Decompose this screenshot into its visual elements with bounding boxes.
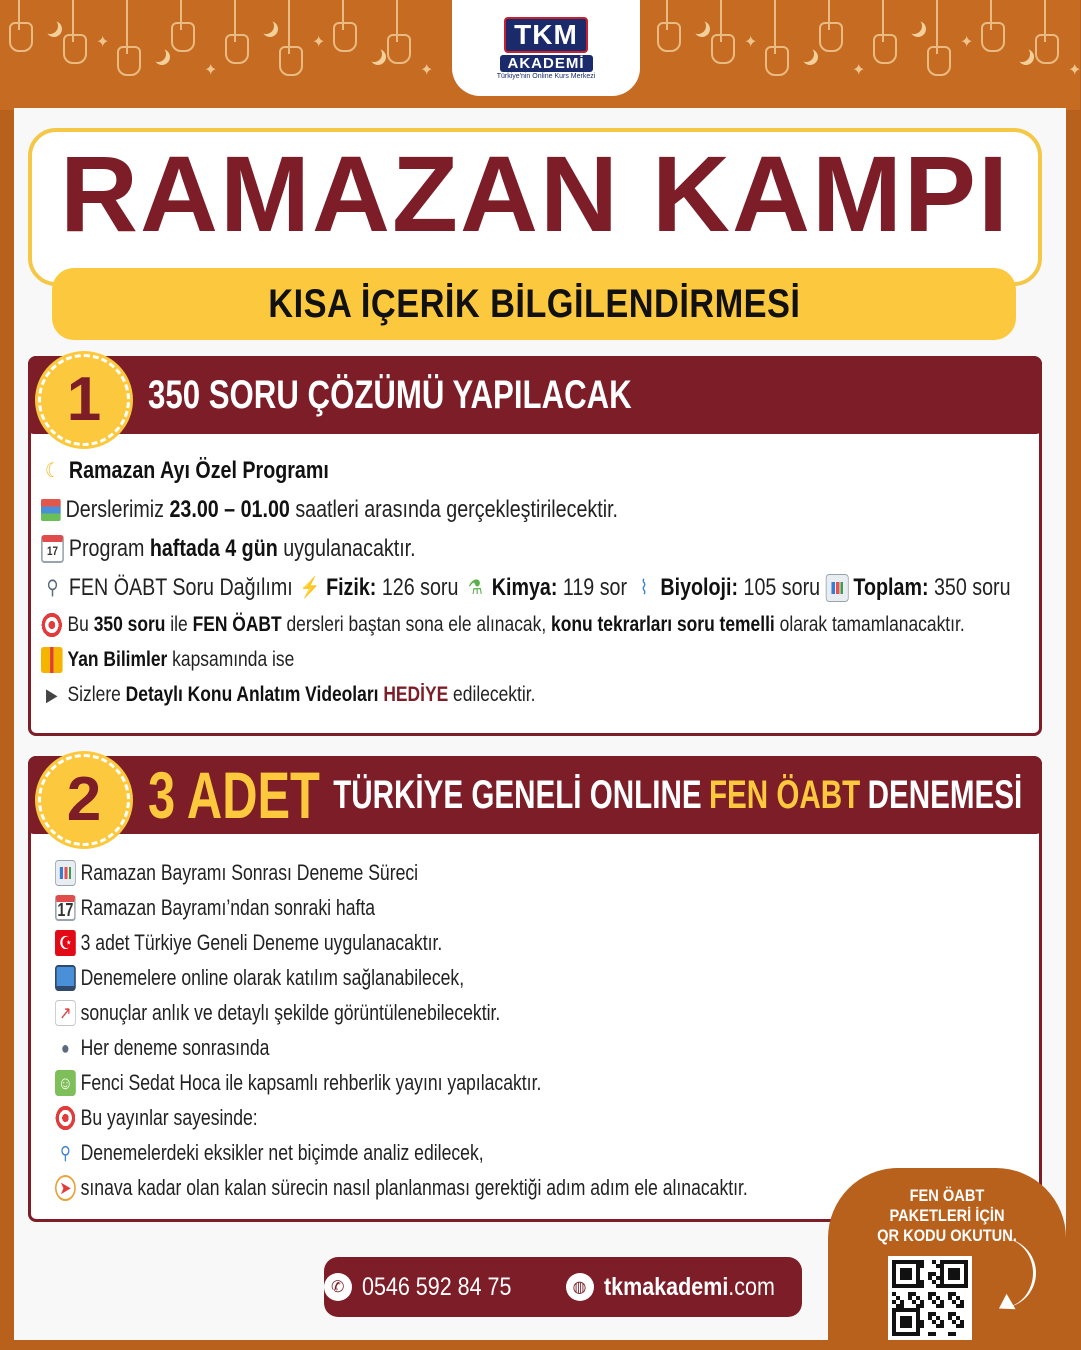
books-icon	[41, 499, 61, 521]
curved-arrow-icon	[996, 1238, 1036, 1308]
info-text: Denemelere online olarak katılım sağlanabilecek,	[80, 964, 465, 990]
target-icon	[41, 612, 63, 638]
bolt-icon: ⚡	[299, 576, 320, 599]
logo-tagline: Türkiye'nin Online Kurs Merkezi	[496, 72, 596, 80]
phone-number: 0546 592 84 75	[361, 1272, 512, 1301]
info-text: sınava kadar olan kalan sürecin nasıl planlanması gerektiği adım adım ele alınacaktır.	[80, 1174, 748, 1200]
info-bold-text: 23.00 – 01.00	[169, 495, 290, 523]
lantern-ornament	[396, 0, 398, 42]
star-ornament: ✦	[204, 62, 218, 79]
info-text: uygulanacaktır.	[277, 534, 416, 562]
subtitle-pill	[52, 268, 1016, 340]
lantern-ornament	[288, 0, 290, 54]
star-ornament: ✦	[960, 34, 974, 51]
qr-badge	[828, 1168, 1066, 1350]
info-text: Ramazan Bayramı Sonrası Deneme Süreci	[80, 859, 419, 885]
info-line	[41, 568, 1011, 607]
website-text	[604, 1273, 775, 1302]
lantern-ornament	[666, 0, 668, 30]
info-line	[41, 677, 861, 712]
info-line	[55, 890, 834, 925]
contact-bar	[324, 1257, 802, 1317]
lantern-ornament	[72, 0, 74, 42]
website-tld: .com	[727, 1272, 775, 1301]
moon-ornament	[150, 46, 166, 62]
qr-pattern	[892, 1260, 968, 1336]
lantern-ornament	[1044, 0, 1046, 42]
moon-ornament	[258, 18, 274, 34]
info-text: edilecektir.	[448, 682, 536, 706]
website-link[interactable]	[566, 1273, 803, 1302]
lantern-ornament	[18, 0, 20, 30]
info-text: FEN ÖABT Soru Dağılımı	[68, 573, 299, 601]
info-text: Her deneme sonrasında	[80, 1034, 270, 1060]
gift-icon	[41, 647, 63, 673]
calendar-icon: 17	[55, 895, 76, 921]
website-bold: tkmakademi	[603, 1272, 728, 1301]
teacher-icon: ☺	[55, 1070, 76, 1096]
lantern-ornament	[180, 0, 182, 30]
section-denemeler	[28, 756, 1042, 1222]
info-bold-text: Biyoloji:	[660, 573, 739, 601]
section-number: 1	[66, 365, 102, 434]
moon-ornament	[1014, 46, 1030, 62]
microscope-icon: ⚲	[46, 576, 59, 599]
page-subtitle: KISA İÇERİK BİLGİLENDİRMESİ	[267, 281, 801, 326]
info-line	[41, 529, 851, 568]
title-box	[28, 128, 1042, 286]
qr-code[interactable]	[888, 1256, 972, 1340]
trend-up-icon: ↗	[55, 1000, 76, 1026]
bar-chart-icon	[55, 860, 76, 886]
info-highlight-text: HEDİYE	[383, 682, 449, 706]
info-text: Bu yayınlar sayesinde:	[80, 1104, 258, 1130]
section-lines	[41, 451, 1029, 712]
info-line	[41, 607, 965, 642]
video-camera-icon: ▶	[46, 684, 58, 705]
info-text: ile	[165, 612, 193, 636]
heading-pre: TÜRKİYE GENELİ ONLINE	[333, 772, 702, 817]
phone-contact[interactable]	[324, 1273, 536, 1302]
section-heading: 350 SORU ÇÖZÜMÜ YAPILACAK	[148, 372, 632, 417]
qr-caption-line: FEN ÖABT	[909, 1186, 985, 1205]
section-heading	[148, 756, 1022, 834]
section-header	[28, 356, 1042, 434]
phone-icon: ✆	[324, 1273, 352, 1301]
star-ornament: ✦	[420, 62, 434, 79]
info-text: 119 sor	[557, 573, 633, 601]
moon-ornament	[366, 46, 382, 62]
info-text: olarak tamamlanacaktır.	[774, 612, 965, 636]
info-line	[55, 1170, 834, 1205]
lantern-ornament	[720, 0, 722, 42]
test-tube-icon: ⚗	[468, 576, 483, 599]
info-text: dersleri baştan sona ele alınacak,	[281, 612, 552, 636]
lantern-ornament	[234, 0, 236, 42]
info-bold-text: haftada 4 gün	[149, 534, 278, 562]
info-line	[55, 995, 834, 1030]
info-bold-text: 350 soru	[93, 612, 166, 636]
info-text: Denemelerdeki eksikler net biçimde analiz edilecek,	[80, 1139, 484, 1165]
target-icon	[55, 1105, 76, 1131]
star-ornament: ✦	[1068, 62, 1081, 79]
info-line	[55, 925, 834, 960]
moon-ornament	[906, 18, 922, 34]
info-bold-text: Yan Bilimler	[67, 647, 168, 671]
lantern-ornament	[774, 0, 776, 54]
lantern-ornament	[936, 0, 938, 54]
info-bold-text: Toplam:	[853, 573, 929, 601]
dna-icon: ⌇	[639, 576, 648, 599]
qr-caption-line: QR KODU OKUTUN.	[877, 1226, 1017, 1245]
moon-ornament	[798, 46, 814, 62]
laptop-icon	[55, 965, 76, 991]
info-bold-text: FEN ÖABT	[192, 612, 282, 636]
qr-caption	[828, 1186, 1066, 1246]
info-text: 126 soru	[376, 573, 464, 601]
magnifier-icon: ⚲	[60, 1142, 71, 1163]
bar-chart-icon	[826, 574, 849, 602]
info-line	[55, 855, 834, 890]
info-text: Bu	[67, 612, 94, 636]
info-text: kapsamında ise	[167, 647, 295, 671]
heading-post: DENEMESİ	[867, 772, 1023, 817]
moon-ornament	[690, 18, 706, 34]
info-bold-text: konu tekrarları soru temelli	[551, 612, 775, 636]
info-text: Program	[68, 534, 150, 562]
info-bold-text: Detaylı Konu Anlatım Videoları	[125, 682, 379, 706]
section-number-badge	[38, 354, 130, 446]
info-text: sonuçlar anlık ve detaylı şekilde görüntülenebilecektir.	[80, 999, 501, 1025]
star-ornament: ✦	[744, 34, 758, 51]
info-text: Ramazan Bayramı’ndan sonraki hafta	[80, 894, 376, 920]
star-ornament: ✦	[312, 34, 326, 51]
info-text: 3 adet Türkiye Geneli Deneme uygulanacaktır.	[80, 929, 443, 955]
info-bold-text: Fizik:	[326, 573, 377, 601]
info-text: Fenci Sedat Hoca ile kapsamlı rehberlik yayını yapılacaktır.	[80, 1069, 542, 1095]
info-line	[41, 451, 851, 490]
lantern-ornament	[882, 0, 884, 42]
turkey-flag-icon: ☪	[55, 930, 76, 956]
moon-ornament	[42, 18, 58, 34]
info-text: 350 soru	[928, 573, 1011, 601]
section-lines	[55, 855, 1029, 1205]
info-text: Sizlere	[67, 682, 126, 706]
lantern-ornament	[990, 0, 992, 30]
info-line	[55, 960, 834, 995]
info-text: Derslerimiz	[65, 495, 170, 523]
info-bold-text: Kimya:	[491, 573, 558, 601]
logo	[452, 0, 640, 96]
heading-highlight: FEN ÖABT	[708, 772, 861, 817]
section-number-badge	[38, 754, 130, 846]
info-line	[41, 642, 861, 677]
section-soru-cozumu	[28, 356, 1042, 736]
info-line	[41, 490, 851, 529]
star-ornament: ✦	[96, 34, 110, 51]
compass-icon: ➤	[55, 1175, 76, 1201]
page-title: RAMAZAN KAMPI	[60, 133, 1010, 254]
info-text: saatleri arasında gerçekleştirilecektir.	[289, 495, 618, 523]
info-bold-text: Ramazan Ayı Özel Programı	[68, 456, 329, 484]
logo-sub-text: AKADEMİ	[500, 55, 593, 72]
info-line	[55, 1135, 834, 1170]
lantern-ornament	[342, 0, 344, 30]
section-number: 2	[66, 765, 102, 834]
section-header	[28, 756, 1042, 834]
heading-big: 3 ADET	[148, 758, 320, 832]
lantern-ornament	[828, 0, 830, 30]
star-ornament: ✦	[852, 62, 866, 79]
info-line	[55, 1065, 834, 1100]
info-line	[55, 1030, 834, 1065]
crescent-moon-icon: ☾	[45, 459, 60, 482]
lantern-ornament	[126, 0, 128, 54]
info-text: 105 soru	[738, 573, 826, 601]
info-line	[55, 1100, 834, 1135]
logo-main-text: TKM	[504, 17, 588, 53]
qr-caption-line: PAKETLERİ İÇİN	[889, 1206, 1005, 1225]
globe-icon: ◍	[566, 1273, 594, 1301]
microphone-icon: ●	[61, 1037, 70, 1058]
calendar-icon: 17	[41, 535, 64, 563]
